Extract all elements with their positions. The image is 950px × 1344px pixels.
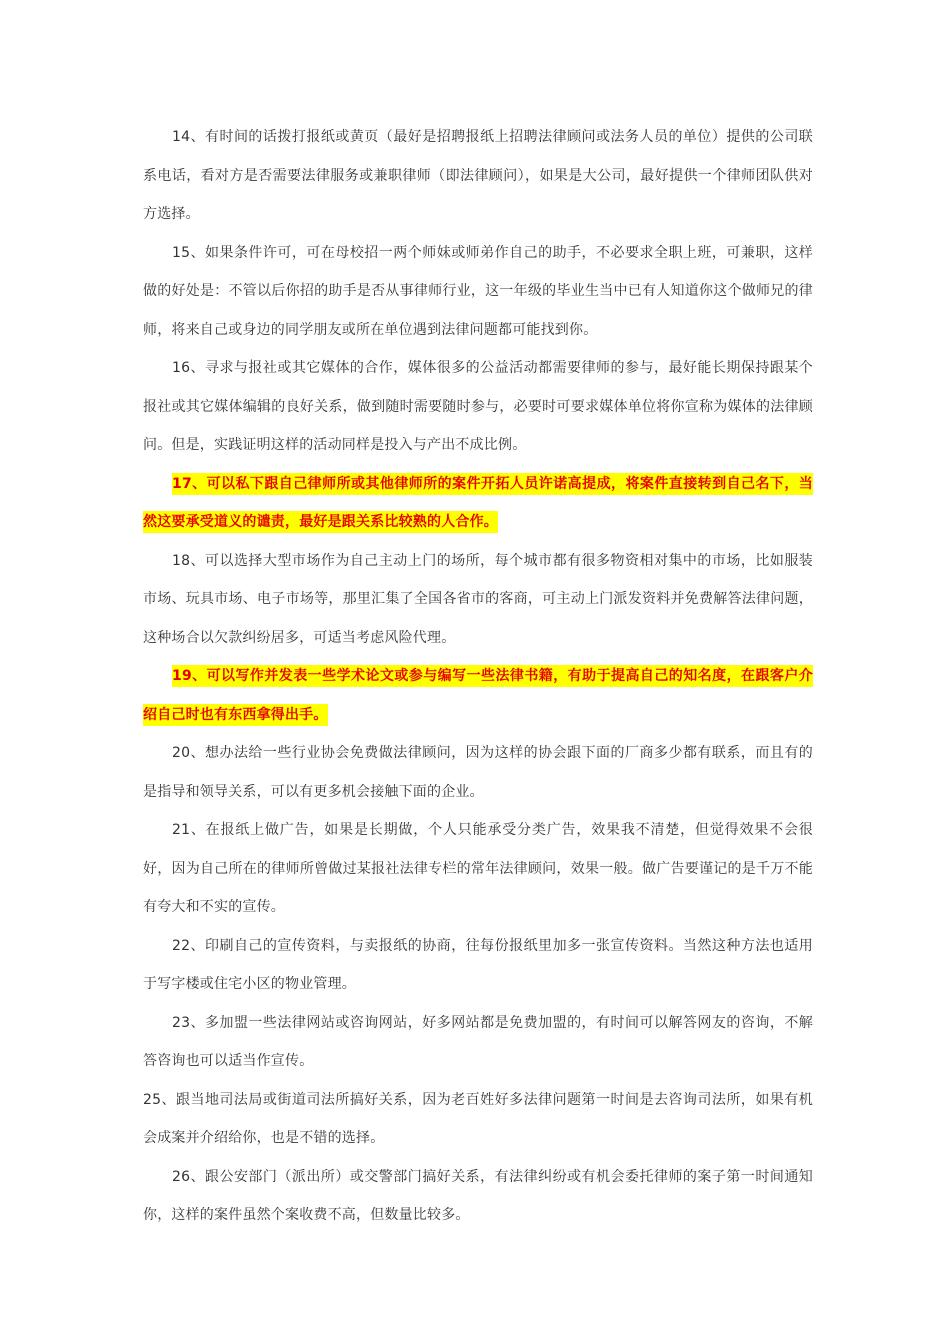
highlighted-text: 19、可以写作并发表一些学术论文或参与编写一些法律书籍，有助于提高自己的知名度，在跟客户介绍自己时也有东西拿得出手。 (143, 665, 813, 726)
paragraph: 20、想办法给一些行业协会免费做法律顾问，因为这样的协会跟下面的厂商多少都有联系，而且有的是指导和领导关系，可以有更多机会接触下面的企业。 (143, 745, 813, 800)
paragraph: 22、印刷自己的宣传资料，与卖报纸的协商，往每份报纸里加多一张宣传资料。当然这种方法也适用于写字楼或住宅小区的物业管理。 (143, 937, 813, 992)
paragraph: 25、跟当地司法局或街道司法所搞好关系，因为老百姓好多法律问题第一时间是去咨询司法所，如果有机会成案并介绍给你，也是不错的选择。 (143, 1091, 813, 1146)
highlighted-text: 17、可以私下跟自己律师所或其他律师所的案件开拓人员许诺高提成，将案件直接转到自己名下，当然这要承受道义的谴责，最好是跟关系比较熟的人合作。 (143, 473, 813, 534)
highlighted-paragraph (143, 657, 813, 734)
paragraph: 23、多加盟一些法律网站或咨询网站，好多网站都是免费加盟的，有时间可以解答网友的咨询，不解答咨询也可以适当作宣传。 (143, 1014, 813, 1069)
paragraph: 26、跟公安部门（派出所）或交警部门搞好关系，有法律纠纷或有机会委托律师的案子第一时间通知你，这样的案件虽然个案收费不高，但数量比较多。 (143, 1168, 813, 1223)
paragraph: 14、有时间的话拨打报纸或黄页（最好是招聘报纸上招聘法律顾问或法务人员的单位）提供的公司联系电话，看对方是否需要法律服务或兼职律师（即法律顾问），如果是大公司，最好提供一个律师团队供对方选择。 (143, 129, 813, 222)
paragraph: 21、在报纸上做广告，如果是长期做，个人只能承受分类广告，效果我不清楚，但觉得效果不会很好，因为自己所在的律师所曾做过某报社法律专栏的常年法律顾问，效果一般。做广告要谨记的是千万不能有夸大和不实的宣传。 (143, 822, 813, 915)
paragraph: 16、寻求与报社或其它媒体的合作，媒体很多的公益活动都需要律师的参与，最好能长期保持跟某个报社或其它媒体编辑的良好关系，做到随时需要随时参与，必要时可要求媒体单位将你宣称为媒体的法律顾问。但是，实践证明这样的活动同样是投入与产出不成比例。 (143, 360, 813, 453)
highlighted-paragraph (143, 465, 813, 542)
paragraph: 15、如果条件许可，可在母校招一两个师妹或师弟作自己的助手，不必要求全职上班，可兼职，这样做的好处是：不管以后你招的助手是否从事律师行业，这一年级的毕业生当中已有人知道你这个做师兄的律师，将来自己或身边的同学朋友或所在单位遇到法律问题都可能找到你。 (143, 244, 813, 338)
paragraph: 18、可以选择大型市场作为自己主动上门的场所，每个城市都有很多物资相对集中的市场，比如服装市场、玩具市场、电子市场等，那里汇集了全国各省市的客商，可主动上门派发资料并免费解答法律问题，这种场合以欠款纠纷居多，可适当考虑风险代理。 (143, 552, 813, 646)
document-body (143, 118, 813, 1235)
